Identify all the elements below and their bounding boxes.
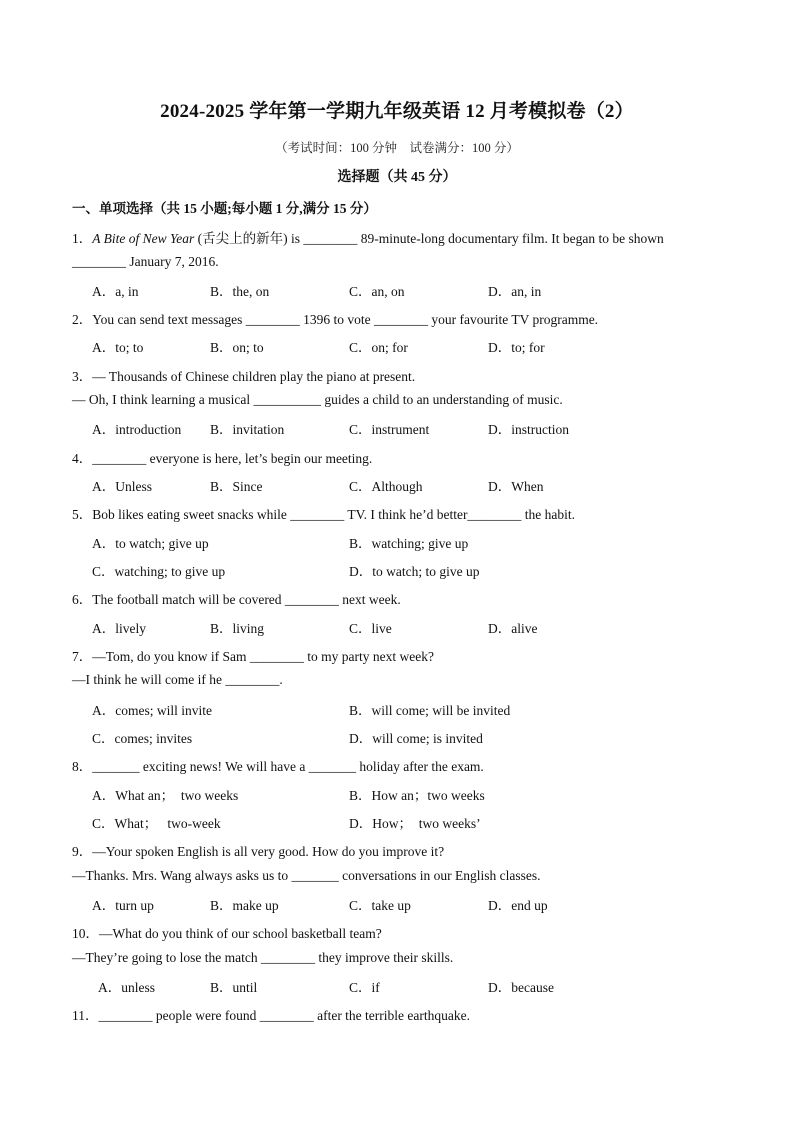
option-b: B．invitation [210, 422, 285, 437]
option-a: A．to watch; give up [92, 536, 209, 551]
question-3-text-2: — Oh, I think learning a musical __________ guides a child to an understanding of music. [72, 392, 563, 407]
option-b: B．Since [210, 479, 263, 494]
option-a: A．What an； two weeks [92, 788, 239, 803]
question-10-text: 10．—What do you think of our school basketball team? [72, 926, 382, 941]
question-8-text: 8．_______ exciting news! We will have a _______ holiday after the exam. [72, 759, 484, 774]
part-title: 一、单项选择（共 15 小题;每小题 1 分,满分 15 分） [72, 201, 377, 216]
question-3-options [92, 418, 732, 436]
option-c: C．instrument [349, 422, 430, 437]
section-title: 选择题（共 45 分） [337, 170, 457, 185]
question-6-text: 6．The football match will be covered ________ next week. [72, 592, 401, 607]
option-c: C．Although [349, 479, 423, 494]
question-9-text-2: —Thanks. Mrs. Wang always asks us to _______ conversations in our English classes. [72, 868, 541, 883]
option-c: C．comes; invites [92, 731, 193, 746]
question-2-options [92, 336, 732, 354]
option-c: C．if [349, 980, 380, 995]
question-4-options [92, 475, 732, 493]
question-2-text: 2．You can send text messages ________ 1396 to vote ________ your favourite TV programme. [72, 312, 599, 327]
option-d: D．When [488, 479, 544, 494]
option-b: B．living [210, 621, 265, 636]
question-1-rest: (舌尖上的新年) is ________ 89-minute-long documentary film. It began to be shown [194, 231, 664, 246]
question-7-text: 7．—Tom, do you know if Sam ________ to my party next week? [72, 649, 435, 664]
option-b: B．on; to [210, 340, 264, 355]
option-d: D．How； two weeks’ [349, 816, 481, 831]
option-a: A．a, in [92, 284, 139, 299]
option-b: B．until [210, 980, 258, 995]
option-a: A．comes; will invite [92, 703, 212, 718]
option-c: C．on; for [349, 340, 408, 355]
option-d: D．end up [488, 898, 548, 913]
option-c: C．an, on [349, 284, 405, 299]
option-b: B．will come; will be invited [349, 703, 511, 718]
question-11-text: 11．________ people were found ________ after the terrible earthquake. [72, 1008, 470, 1023]
question-5-options-row-1 [92, 532, 732, 550]
option-d: D．alive [488, 621, 538, 636]
option-a: A．lively [92, 621, 146, 636]
option-d: D．because [488, 980, 554, 995]
option-a: A．unless [98, 980, 155, 995]
option-d: D．an, in [488, 284, 542, 299]
option-a: A．turn up [92, 898, 154, 913]
question-3-text: 3．— Thousands of Chinese children play the piano at present. [72, 369, 416, 384]
question-7-text-2: —I think he will come if he ________. [72, 672, 283, 687]
option-b: B．the, on [210, 284, 270, 299]
question-4-text: 4．________ everyone is here, let’s begin our meeting. [72, 451, 373, 466]
option-a: A．introduction [92, 422, 182, 437]
option-d: D．to watch; to give up [349, 564, 480, 579]
option-c: C．watching; to give up [92, 564, 226, 579]
question-1-options [92, 280, 732, 298]
question-1-title: A Bite of New Year [92, 231, 195, 246]
question-10-text-2: —They’re going to lose the match ________ they improve their skills. [72, 950, 454, 965]
question-1-number: 1． [72, 231, 93, 246]
question-8-options-row-2 [92, 812, 732, 830]
question-1-text [72, 227, 664, 247]
option-a: A．to; to [92, 340, 144, 355]
question-10-options [98, 976, 738, 994]
option-d: D．will come; is invited [349, 731, 483, 746]
option-d: D．to; for [488, 340, 545, 355]
exam-info: （考试时间：100 分钟 试卷满分：100 分） [275, 141, 519, 155]
question-8-options-row-1 [92, 784, 732, 802]
option-b: B．make up [210, 898, 279, 913]
option-d: D．instruction [488, 422, 569, 437]
option-c: C．live [349, 621, 392, 636]
question-9-text: 9．—Your spoken English is all very good. How do you improve it? [72, 844, 445, 859]
question-9-options [92, 894, 732, 912]
question-7-options-row-2 [92, 727, 732, 745]
question-1-text-2: ________ January 7, 2016. [72, 254, 219, 269]
page-title: 2024-2025 学年第一学期九年级英语 12 月考模拟卷（2） [160, 101, 634, 122]
option-c: C．take up [349, 898, 411, 913]
question-5-text: 5．Bob likes eating sweet snacks while ________ TV. I think he’d better________ the habit. [72, 507, 576, 522]
option-b: B．How an；two weeks [349, 788, 485, 803]
question-6-options [92, 617, 732, 635]
question-7-options-row-1 [92, 699, 732, 717]
option-c: C．What； two-week [92, 816, 221, 831]
option-b: B．watching; give up [349, 536, 469, 551]
question-5-options-row-2 [92, 560, 732, 578]
option-a: A．Unless [92, 479, 152, 494]
